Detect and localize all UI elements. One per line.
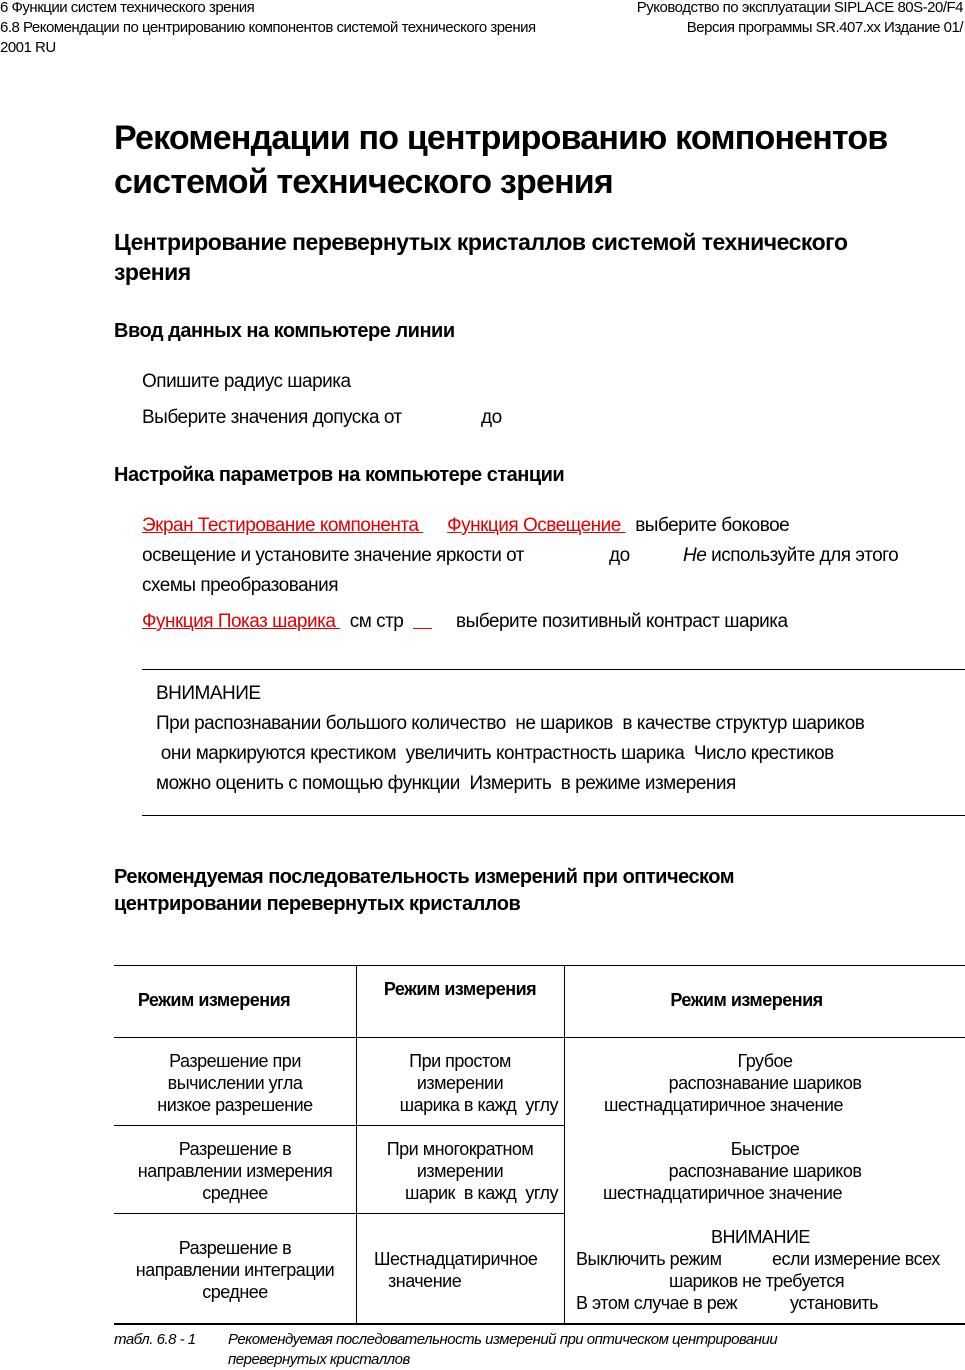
- cell-line: Грубое: [737, 1051, 793, 1071]
- cell-line: При простом: [409, 1051, 511, 1071]
- cell-line: вычислении угла: [167, 1073, 303, 1093]
- note-bottom-rule: [142, 815, 965, 816]
- link-component-test-screen[interactable]: Экран Тестирование компонента: [142, 515, 424, 536]
- station-heading: Настройка параметров на компьютере станции: [114, 464, 565, 486]
- note-line: можно оценить с помощью функции Измерить в режиме измерения: [156, 773, 736, 794]
- input-item-radius: Опишите радиус шарика: [142, 371, 351, 392]
- cell-line: Шестнадцатиричное: [374, 1249, 538, 1269]
- station-line-1: [142, 511, 789, 541]
- text: выберите позитивный контраст шарика: [455, 611, 788, 632]
- table-cell: [362, 1138, 558, 1204]
- title-line: системой технического зрения: [114, 163, 613, 201]
- cell-line: направлении интеграции: [135, 1260, 335, 1280]
- table-cell: [114, 1138, 356, 1204]
- header-version: Версия программы SR.407.xx Издание 01/: [686, 19, 963, 36]
- cell-line: Быстрое: [730, 1139, 800, 1159]
- table-cell: [114, 1050, 356, 1116]
- cell-line: Разрешение при: [169, 1051, 301, 1071]
- input-item-tolerance-to: до: [481, 407, 502, 428]
- header-manual: Руководство по эксплуатации SIPLACE 80S-20/F4: [636, 0, 963, 16]
- title-line: Рекомендации по центрированию компонентов: [114, 119, 888, 157]
- header-version-cont: 2001 RU: [0, 39, 56, 56]
- table-cell-line: шариков не требуется: [669, 1271, 845, 1291]
- table-header: Режим измерения: [137, 990, 291, 1010]
- heading-line: Рекомендуемая последовательность измерений при оптическом: [114, 866, 735, 888]
- cell-line: шарик в кажд углу: [405, 1183, 558, 1203]
- cell-line: измерении: [416, 1073, 504, 1093]
- table-rule: [114, 1125, 564, 1126]
- table-caption: [228, 1330, 777, 1370]
- cell-line: значение: [388, 1271, 462, 1291]
- cell-line: измерении: [416, 1161, 504, 1181]
- note-top-rule: [142, 669, 965, 670]
- table-cell: [362, 1050, 558, 1116]
- station-line-3: схемы преобразования: [142, 575, 339, 596]
- table-cell-line: В этом случае в реж: [576, 1293, 738, 1313]
- table-header: Режим измерения: [383, 979, 537, 999]
- table-cell: [600, 1138, 930, 1204]
- caption-line: перевернутых кристаллов: [228, 1351, 410, 1368]
- line-input-heading: Ввод данных на компьютере линии: [114, 320, 455, 342]
- table-header: Режим измерения: [670, 990, 823, 1010]
- text: см стр: [349, 611, 404, 632]
- table-cell: [374, 1248, 537, 1292]
- note-line: При распознавании большого количество не шариков в качестве структур шариков: [156, 713, 865, 734]
- cell-line: распознавание шариков: [668, 1073, 862, 1093]
- table-rule: [114, 1323, 965, 1325]
- cell-line: шестнадцатиричное значение: [604, 1095, 843, 1115]
- station-line-2b: до: [609, 545, 630, 566]
- station-line-4: [142, 607, 788, 637]
- link-lighting-function[interactable]: Функция Освещение: [447, 515, 626, 536]
- text: выберите боковое: [635, 515, 790, 536]
- table-cell-line: установить: [790, 1293, 879, 1313]
- cell-line: направлении измерения: [137, 1161, 333, 1181]
- page-title: [114, 116, 888, 204]
- heading-line: центрировании перевернутых кристаллов: [114, 893, 521, 915]
- table-cell-line: Выключить режим: [576, 1249, 722, 1269]
- cell-line: шарика в кажд углу: [399, 1095, 558, 1115]
- table-col-line: [564, 965, 565, 1323]
- table-rule: [114, 965, 965, 966]
- table-cell: [600, 1050, 930, 1116]
- cell-line: Разрешение в: [178, 1238, 292, 1258]
- subtitle-line: Центрирование перевернутых кристаллов системой технического: [114, 229, 848, 255]
- cell-line: шестнадцатиричное значение: [603, 1183, 842, 1203]
- table-caption-label: табл. 6.8 - 1: [114, 1331, 196, 1348]
- cell-line: распознавание шариков: [668, 1161, 862, 1181]
- subtitle: [114, 227, 848, 287]
- table-col-line: [356, 965, 357, 1323]
- header-chapter: 6 Функции систем технического зрения: [0, 0, 255, 16]
- station-line-2c: [683, 541, 898, 571]
- header-section: 6.8 Рекомендации по центрированию компонентов системой технического зрения: [0, 19, 536, 36]
- note-title: ВНИМАНИЕ: [156, 683, 261, 704]
- note-line: они маркируются крестиком увеличить контрастность шарика Число крестиков: [156, 743, 834, 764]
- link-page-ref[interactable]: [413, 611, 432, 632]
- sequence-heading: [114, 864, 734, 918]
- link-ball-display-function[interactable]: Функция Показ шарика: [142, 611, 341, 632]
- subtitle-line: зрения: [114, 259, 191, 285]
- table-rule: [114, 1213, 564, 1214]
- table-cell-note-title: ВНИМАНИЕ: [711, 1227, 810, 1247]
- cell-line: среднее: [202, 1183, 268, 1203]
- table-cell-line: если измерение всех: [772, 1249, 940, 1269]
- caption-line: Рекомендуемая последовательность измерений при оптическом центрировании: [228, 1331, 778, 1348]
- text: используйте для этого: [711, 545, 899, 566]
- input-item-tolerance-from: Выберите значения допуска от: [142, 407, 402, 428]
- cell-line: Разрешение в: [178, 1139, 292, 1159]
- cell-line: При многократном: [386, 1139, 534, 1159]
- cell-line: среднее: [202, 1282, 268, 1302]
- table-cell: [114, 1237, 356, 1303]
- station-line-2a: освещение и установите значение яркости от: [142, 545, 524, 566]
- cell-line: низкое разрешение: [157, 1095, 313, 1115]
- italic-text: Не: [683, 545, 707, 566]
- table-rule: [114, 1037, 965, 1038]
